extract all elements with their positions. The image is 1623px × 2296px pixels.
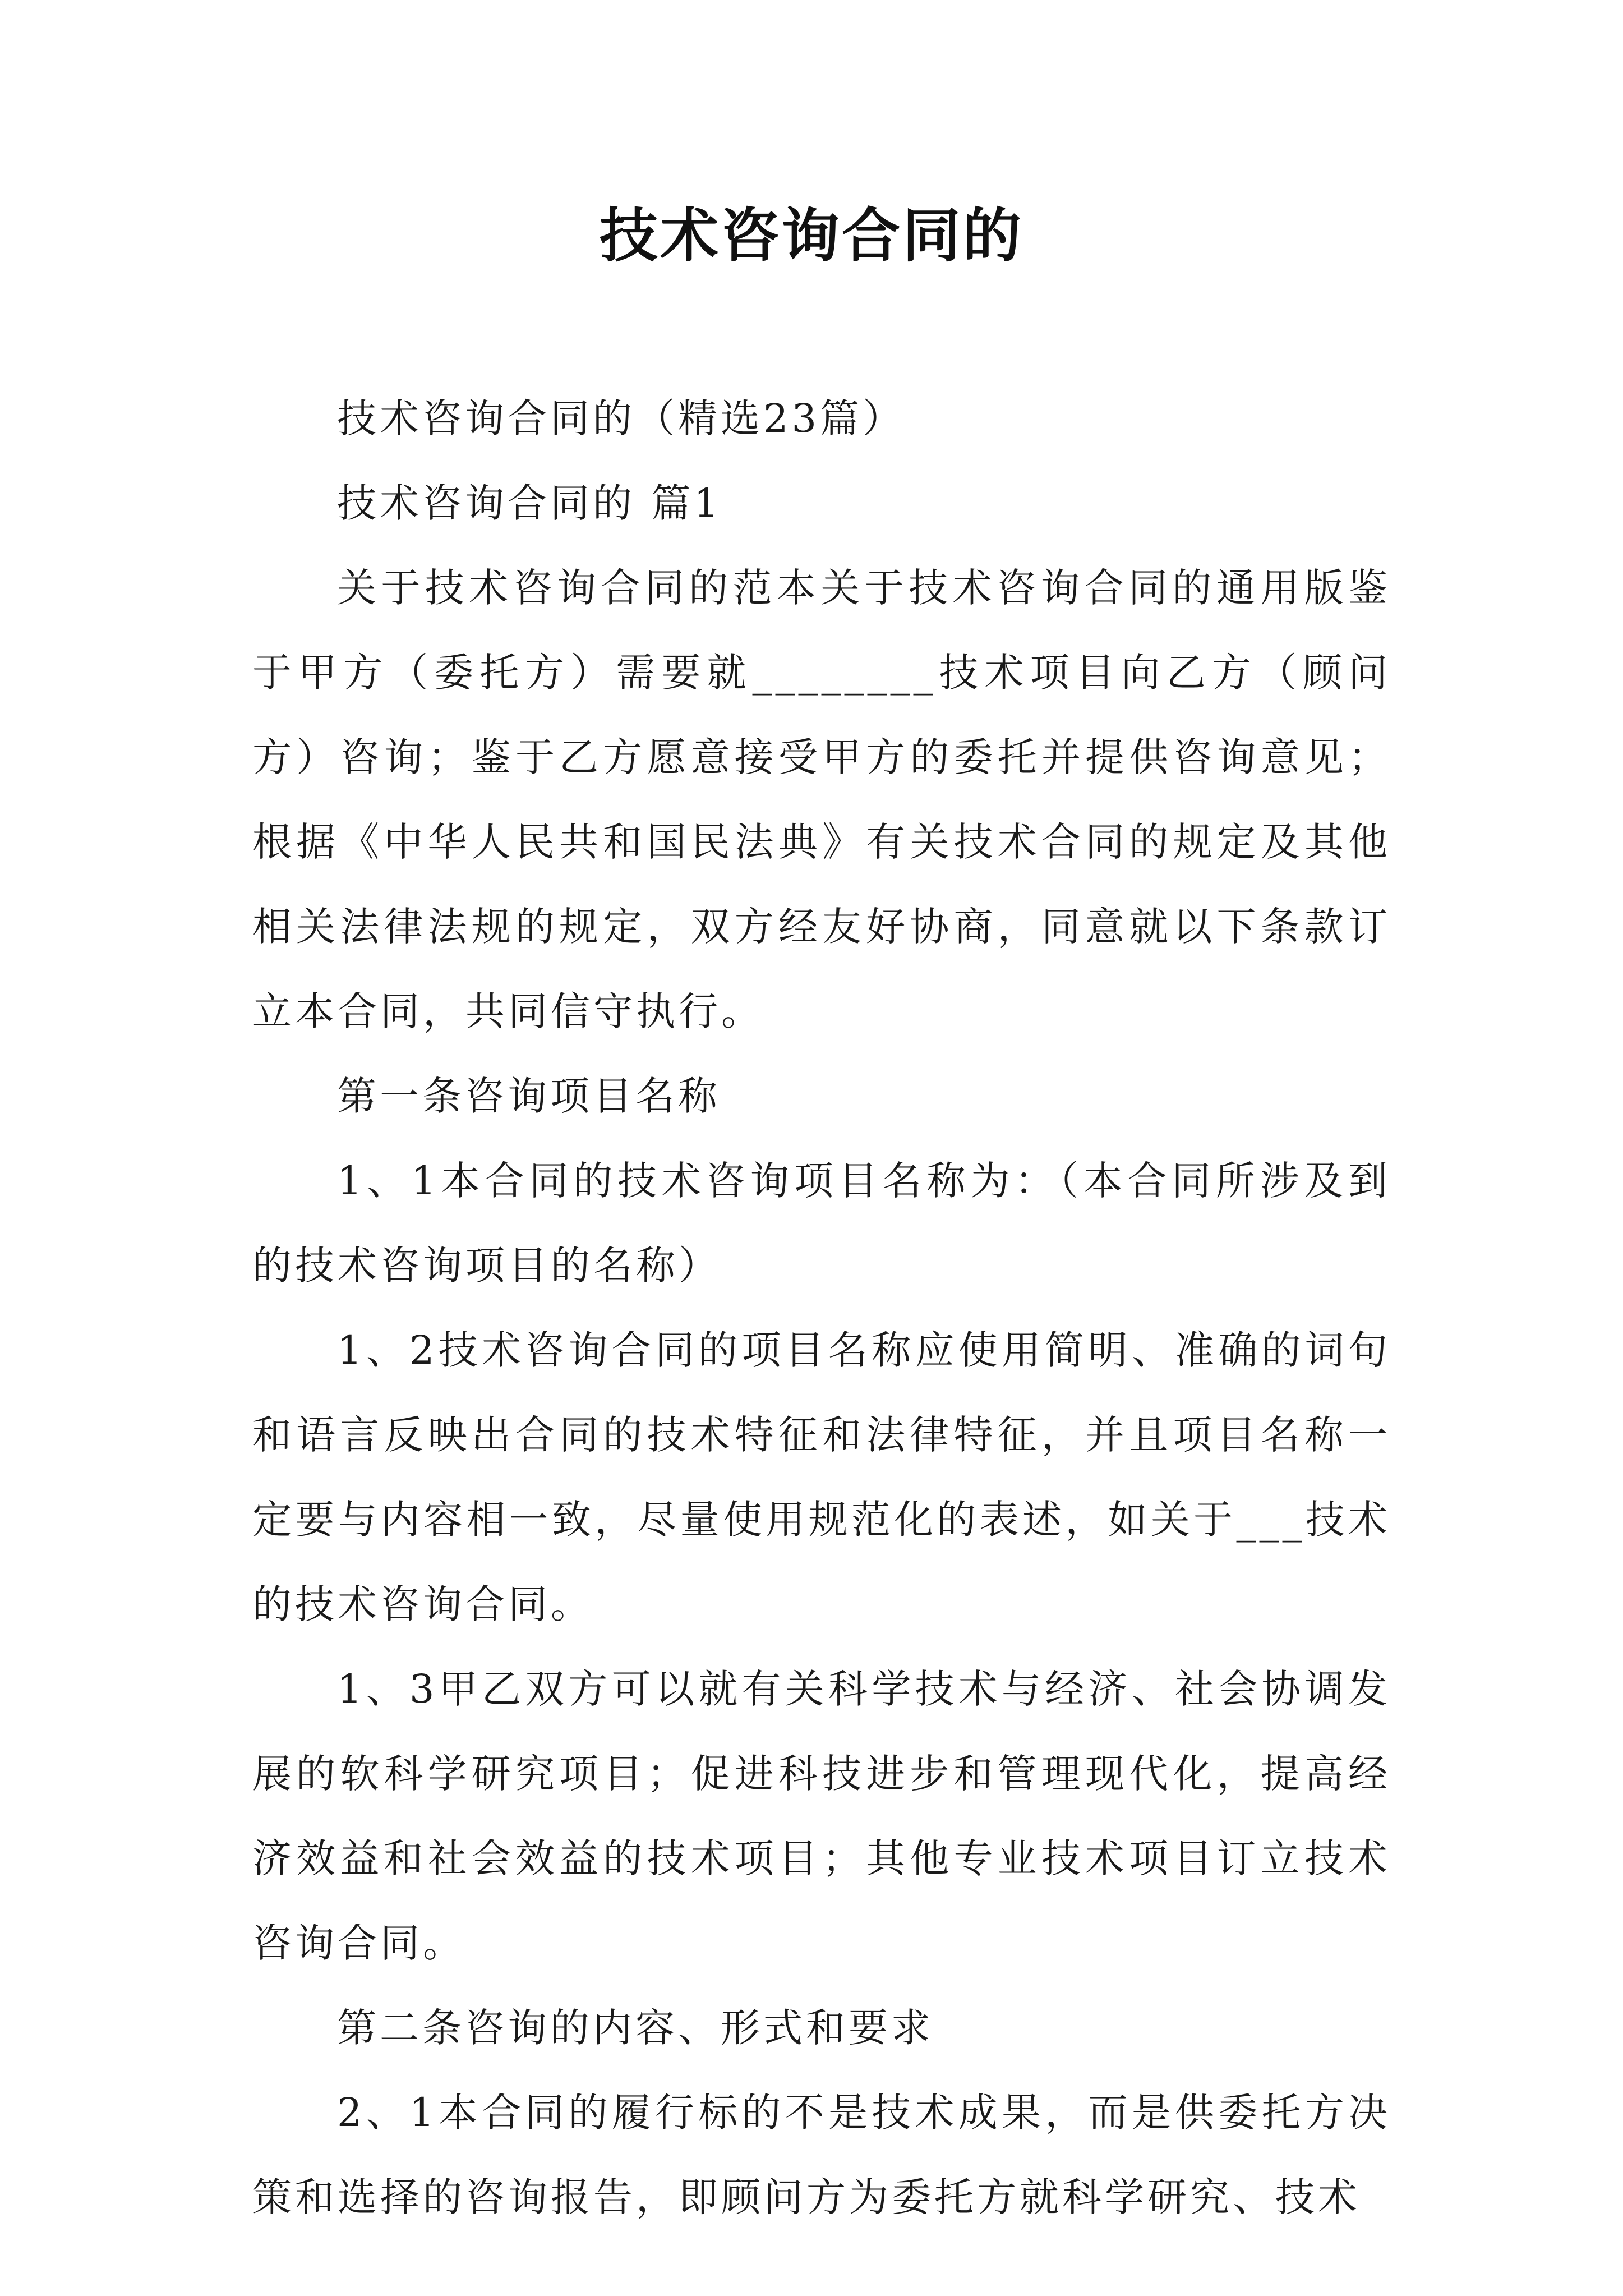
paragraph: 1、1本合同的技术咨询项目名称为：（本合同所涉及到的技术咨询项目的名称） bbox=[252, 1158, 1391, 1289]
document-title: 技术咨询合同的 bbox=[599, 201, 1023, 270]
document-body bbox=[252, 376, 1391, 2240]
article-heading: 第一条咨询项目名称 bbox=[337, 1073, 721, 1119]
paragraph: 2、1本合同的履行标的不是技术成果，而是供委托方决策和选择的咨询报告，即顾问方为委托方就科学研究、技术 bbox=[252, 2090, 1391, 2220]
article-heading: 第二条咨询的内容、形式和要求 bbox=[337, 2005, 934, 2051]
paragraph: 1、2技术咨询合同的项目名称应使用简明、准确的词句和语言反映出合同的技术特征和法律特征，并且项目名称一定要与内容相一致，尽量使用规范化的表述，如关于___技术的技术咨询合同。 bbox=[252, 1327, 1391, 1627]
paragraph: 1、3甲乙双方可以就有关科学技术与经济、社会协调发展的软科学研究项目；促进科技进步和管理现代化，提高经济效益和社会效益的技术项目；其他专业技术项目订立技术咨询合同。 bbox=[252, 1666, 1391, 1966]
subtitle-line: 技术咨询合同的（精选23篇） bbox=[337, 395, 906, 441]
paragraph: 关于技术咨询合同的范本关于技术咨询合同的通用版鉴于甲方（委托方）需要就________技术项目向乙方（顾问方）咨询；鉴于乙方愿意接受甲方的委托并提供咨询意见；根据《中华人民共和国民法典》有关技术合同的规定及其他相关法律法规的规定，双方经友好协商，同意就以下条款订立本合同，共同信守执行。 bbox=[252, 565, 1391, 1034]
section-heading: 技术咨询合同的 篇1 bbox=[337, 480, 722, 526]
